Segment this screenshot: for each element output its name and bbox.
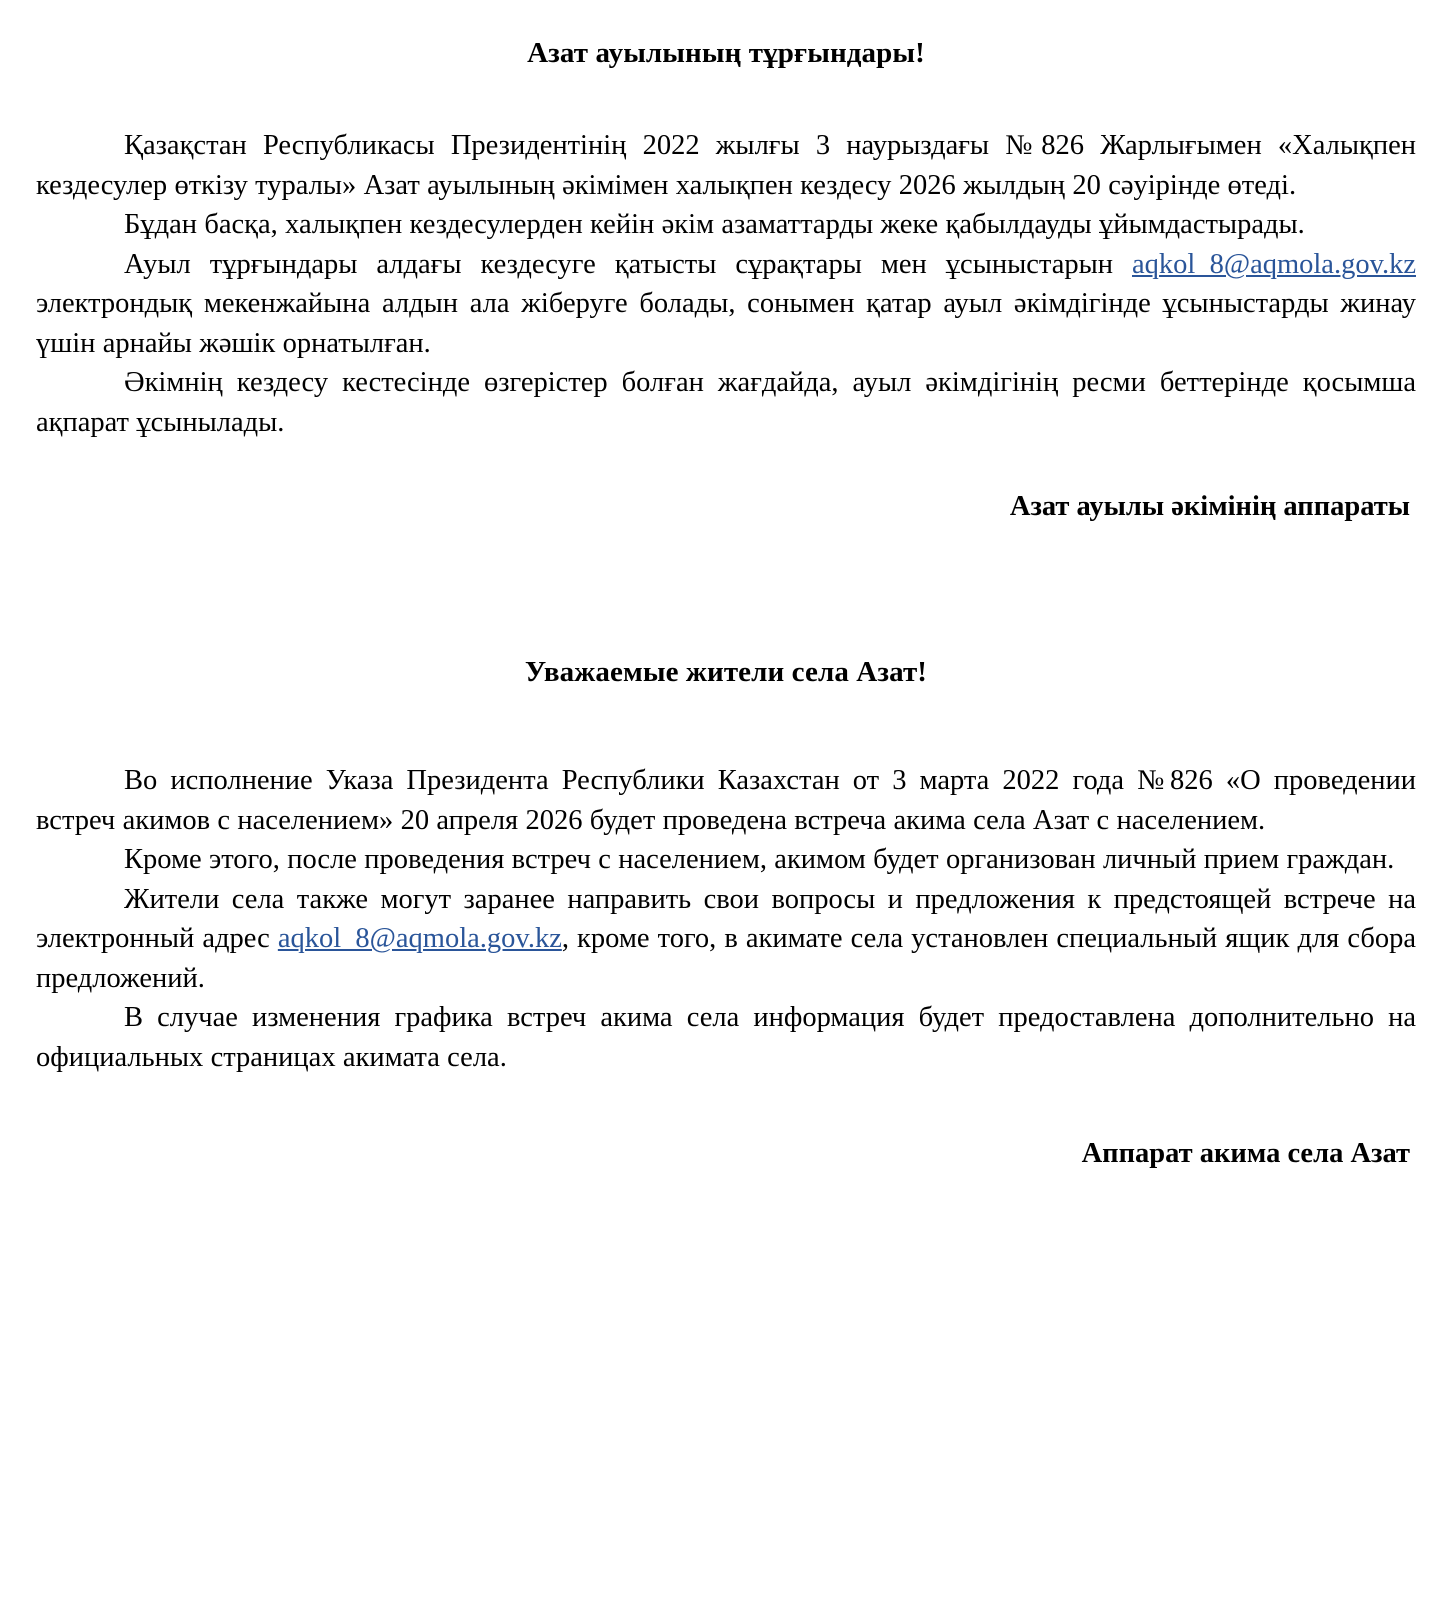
- section-divider-spacer: [36, 525, 1416, 643]
- paragraph-kk-2: Бұдан басқа, халықпен кездесулерден кейін әкім азаматтарды жеке қабылдауды ұйымдастырады.: [124, 209, 1305, 241]
- spacer: [36, 1077, 1416, 1135]
- paragraph-ru-3: [36, 880, 1416, 998]
- paragraph-kk-3-text-after-link: электрондық мекенжайына алдын ала жіберуге болады, сонымен қатар ауыл әкімдігінде ұсыныстарды жинау үшін арнайы жәшік орнатылған.: [36, 288, 1416, 359]
- signature-kazakh: Азат ауылы әкімінің аппараты: [1009, 490, 1410, 522]
- paragraph-ru-2: Кроме этого, после проведения встреч с населением, акимом будет организован личный прием граждан.: [124, 844, 1395, 876]
- section-kazakh: [36, 18, 1416, 525]
- paragraph-kk-3: [36, 245, 1416, 363]
- paragraph-kk-4: Әкімнің кездесу кестесінде өзгерістер болған жағдайда, ауыл әкімдігінің ресми беттерінде қосымша ақпарат ұсынылады.: [36, 367, 1416, 438]
- signature-russian: Аппарат акима села Азат: [1081, 1137, 1410, 1169]
- spacer: [36, 70, 1416, 126]
- paragraph-ru-4: В случае изменения графика встреч акима села информация будет предоставлена дополнительно на официальных страницах акимата села.: [36, 1002, 1416, 1073]
- section-russian: [36, 643, 1416, 1172]
- spacer: [36, 442, 1416, 488]
- paragraph-ru-1: Во исполнение Указа Президента Республики Казахстан от 3 марта 2022 года №826 «О проведении встреч акимов с населением» 20 апреля 2026 будет проведена встреча акима села Азат с населением.: [36, 765, 1416, 836]
- page-title-kazakh: Азат ауылының тұрғындары!: [527, 37, 925, 69]
- paragraph-ru-3-text-after-link: , кроме того, в акимате села установлен специальный ящик для сбора предложений.: [36, 923, 1417, 994]
- email-link-russian[interactable]: aqkol_8@aqmola.gov.kz: [277, 923, 562, 955]
- spacer: [36, 689, 1416, 761]
- page-title-russian: Уважаемые жители села Азат!: [524, 656, 928, 689]
- paragraph-kk-1: Қазақстан Республикасы Президентінің 2022 жылғы 3 наурыздағы №826 Жарлығымен «Халықпен кездесулер өткізу туралы» Азат ауылының әкімімен халықпен кездесу 2026 жылдың 20 сәуірінде өтеді.: [36, 130, 1416, 201]
- paragraph-ru-3-text-before-link: Жители села также могут заранее направить свои вопросы и предложения к предстоящей встрече на электронный адрес: [36, 883, 1416, 955]
- email-link-kazakh[interactable]: aqkol_8@aqmola.gov.kz: [1132, 248, 1416, 280]
- paragraph-kk-3-text-before-link: Ауыл тұрғындары алдағы кездесуге қатысты сұрақтары мен ұсыныстарын: [124, 248, 1132, 280]
